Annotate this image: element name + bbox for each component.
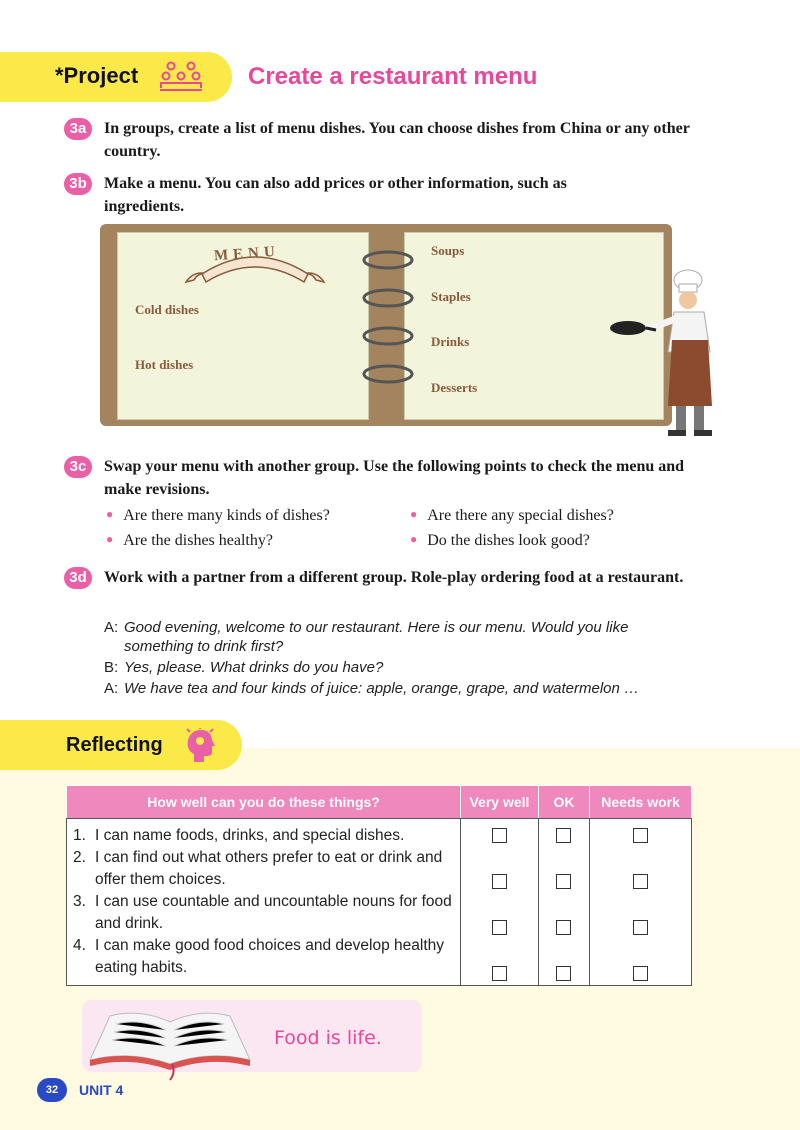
checkbox[interactable]	[633, 920, 648, 935]
binder-rings	[356, 248, 420, 398]
check-point: ● Do the dishes look good?	[410, 532, 590, 549]
open-book-illustration	[80, 1000, 260, 1082]
menu-item-desserts: Desserts	[431, 380, 478, 395]
checkbox[interactable]	[633, 828, 648, 843]
page-number: 32	[37, 1078, 67, 1102]
project-tab	[0, 52, 232, 102]
ok-column	[538, 819, 589, 986]
chef-illustration	[608, 268, 728, 440]
checkbox[interactable]	[633, 966, 648, 981]
checkbox[interactable]	[492, 828, 507, 843]
skill-item: 2. I can find out what others prefer to eat or drink and offer them choices.	[73, 849, 443, 888]
checkbox[interactable]	[492, 874, 507, 889]
task-3d-text: Work with a partner from a different group. Role-play ordering food at a restaurant.	[104, 569, 684, 586]
menu-item-soups: Soups	[431, 243, 465, 258]
task-badge-3d: 3d	[64, 567, 92, 589]
menu-item-staples: Staples	[431, 289, 471, 304]
dialogue-line-cont: something to drink first?	[124, 638, 284, 655]
task-badge-3a: 3a	[64, 118, 92, 140]
checkbox[interactable]	[556, 920, 571, 935]
skill-item: 3. I can use countable and uncountable nouns for food and drink.	[73, 893, 452, 932]
menu-banner-text: MENU	[213, 243, 281, 265]
task-badge-3c: 3c	[64, 456, 92, 478]
menu-item-drinks: Drinks	[431, 334, 470, 349]
task-3a-text: In groups, create a list of menu dishes. You can choose dishes from China or any other country.	[104, 120, 690, 160]
checkbox[interactable]	[556, 828, 571, 843]
very-well-column	[461, 819, 539, 986]
check-point: ● Are there many kinds of dishes?	[106, 507, 330, 524]
task-badge-3b: 3b	[64, 173, 92, 195]
unit-label: UNIT 4	[79, 1082, 124, 1098]
group-work-icon	[158, 60, 204, 94]
skills-cell	[67, 819, 461, 986]
reflecting-tab-label: Reflecting	[66, 734, 163, 756]
col-header-skills: How well can you do these things?	[67, 786, 461, 819]
needs-work-column	[590, 819, 692, 986]
project-title: Create a restaurant menu	[248, 63, 538, 90]
quote-text: Food is life.	[274, 1027, 382, 1049]
col-header-ok: OK	[538, 786, 589, 819]
task-3c-text: Swap your menu with another group. Use the following points to check the menu and make revisions.	[104, 458, 685, 498]
check-point: ● Are there any special dishes?	[410, 507, 614, 524]
dialogue-line: A: Good evening, welcome to our restaurant. Here is our menu. Would you like	[104, 619, 629, 636]
checkbox[interactable]	[556, 966, 571, 981]
checkbox[interactable]	[492, 966, 507, 981]
col-header-very-well: Very well	[461, 786, 539, 819]
menu-item-hot-dishes: Hot dishes	[135, 357, 194, 372]
menu-item-cold-dishes: Cold dishes	[135, 302, 199, 317]
task-3b-text: Make a menu. You can also add prices or other information, such as ingredients.	[104, 175, 567, 215]
project-tab-label: *Project	[55, 63, 139, 88]
checkbox[interactable]	[633, 874, 648, 889]
col-header-needs-work: Needs work	[590, 786, 692, 819]
skill-item: 1. I can name foods, drinks, and special dishes.	[73, 827, 405, 844]
check-point: ● Are the dishes healthy?	[106, 532, 273, 549]
dialogue-line: B: Yes, please. What drinks do you have?	[104, 659, 384, 676]
thinking-head-icon	[184, 728, 218, 764]
reflecting-tab	[0, 720, 242, 770]
reflecting-table	[66, 785, 692, 986]
checkbox[interactable]	[492, 920, 507, 935]
skill-item: 4. I can make good food choices and develop healthy eating habits.	[73, 937, 444, 976]
checkbox[interactable]	[556, 874, 571, 889]
dialogue-line: A: We have tea and four kinds of juice: apple, orange, grape, and watermelon …	[104, 680, 640, 697]
